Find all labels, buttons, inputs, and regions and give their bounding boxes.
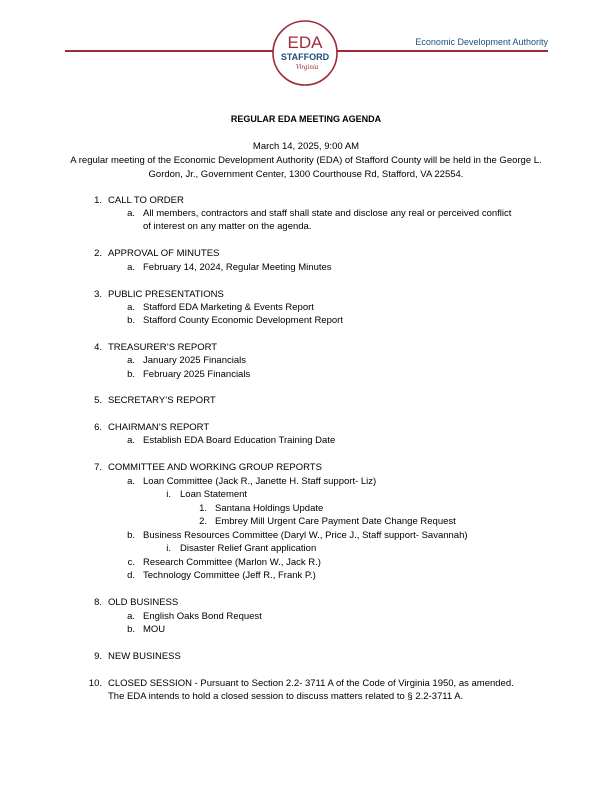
agenda-marker: 7. bbox=[94, 462, 102, 473]
logo-stafford-text: STAFFORD bbox=[280, 52, 330, 62]
org-name: Economic Development Authority bbox=[415, 37, 548, 47]
agenda-item-text: of interest on any matter on the agenda. bbox=[143, 221, 312, 232]
agenda-item-text: TREASURER’S REPORT bbox=[108, 342, 218, 353]
agenda-item-text: January 2025 Financials bbox=[143, 355, 246, 366]
eda-stafford-logo-icon bbox=[271, 19, 339, 87]
agenda-marker: 1. bbox=[94, 195, 102, 206]
logo-eda-text: EDA bbox=[287, 33, 323, 52]
meeting-date: March 14, 2025, 9:00 AM bbox=[252, 141, 360, 152]
agenda-item-text: CHAIRMAN’S REPORT bbox=[108, 422, 210, 433]
agenda-item-text: Loan Statement bbox=[180, 489, 248, 500]
agenda-item-text: Establish EDA Board Education Training Date bbox=[143, 435, 336, 446]
agenda-item-text: English Oaks Bond Request bbox=[143, 611, 262, 622]
header-rule-left bbox=[65, 50, 275, 52]
agenda-item-text: CALL TO ORDER bbox=[108, 195, 184, 206]
agenda-marker: 10. bbox=[88, 678, 102, 689]
agenda-marker: 2. bbox=[199, 516, 207, 527]
agenda-item-text: Research Committee (Marlon W., Jack R.) bbox=[143, 557, 321, 568]
agenda-marker: b. bbox=[127, 624, 135, 635]
agenda-marker: a. bbox=[127, 476, 135, 487]
agenda-item-text: All members, contractors and staff shall state and disclose any real or perceived conflict bbox=[143, 208, 512, 219]
agenda-marker: 9. bbox=[94, 651, 102, 662]
agenda-item-text: MOU bbox=[143, 624, 166, 635]
agenda-item-text: PUBLIC PRESENTATIONS bbox=[108, 289, 224, 300]
agenda-marker: 3. bbox=[94, 289, 102, 300]
meeting-intro: A regular meeting of the Economic Development Authority (EDA) of Stafford County will be held in the George L. Gordon, Jr., Government Center, 1300 Courthouse Rd, Stafford, VA 22554. bbox=[70, 155, 542, 180]
agenda-marker: d. bbox=[127, 570, 135, 581]
agenda-item-text: Stafford County Economic Development Report bbox=[143, 315, 343, 326]
agenda-item-text: Technology Committee (Jeff R., Frank P.) bbox=[143, 570, 316, 581]
agenda-marker: i. bbox=[166, 489, 171, 500]
agenda-marker: a. bbox=[127, 262, 135, 273]
agenda-item-text: OLD BUSINESS bbox=[108, 597, 179, 608]
agenda-marker: 6. bbox=[94, 422, 102, 433]
agenda-marker: b. bbox=[127, 315, 135, 326]
agenda-marker: a. bbox=[127, 611, 135, 622]
agenda-marker: b. bbox=[127, 530, 135, 541]
agenda-marker: 1. bbox=[199, 503, 207, 514]
agenda-item-text: NEW BUSINESS bbox=[108, 651, 181, 662]
agenda-item-text: The EDA intends to hold a closed session to discuss matters related to § 2.2-3711 A. bbox=[108, 691, 464, 702]
agenda-marker: 8. bbox=[94, 597, 102, 608]
agenda-item-text: Stafford EDA Marketing & Events Report bbox=[143, 302, 314, 313]
agenda-marker: i. bbox=[166, 543, 171, 554]
agenda-marker: a. bbox=[127, 355, 135, 366]
agenda-item-text: Loan Committee (Jack R., Janette H. Staff support- Liz) bbox=[143, 476, 377, 487]
agenda-marker: 4. bbox=[94, 342, 102, 353]
agenda-item-text: Embrey Mill Urgent Care Payment Date Change Request bbox=[215, 516, 456, 527]
agenda-item-text: February 2025 Financials bbox=[143, 369, 251, 380]
agenda-marker: b. bbox=[127, 369, 135, 380]
agenda-marker: a. bbox=[127, 302, 135, 313]
agenda-item-text: Disaster Relief Grant application bbox=[180, 543, 317, 554]
agenda-item-text: CLOSED SESSION - Pursuant to Section 2.2- 3711 A of the Code of Virginia 1950, as amended. bbox=[108, 678, 514, 689]
agenda-marker: a. bbox=[127, 208, 135, 219]
agenda-marker: 2. bbox=[94, 248, 102, 259]
agenda-item-text: February 14, 2024, Regular Meeting Minutes bbox=[143, 262, 332, 273]
document-title: REGULAR EDA MEETING AGENDA bbox=[230, 114, 382, 124]
agenda-marker: a. bbox=[127, 435, 135, 446]
letterhead bbox=[0, 0, 612, 90]
header-rule-right bbox=[335, 50, 548, 52]
agenda-item-text: APPROVAL OF MINUTES bbox=[108, 248, 220, 259]
logo-virginia-text: Virginia bbox=[295, 63, 319, 71]
agenda-item-text: COMMITTEE AND WORKING GROUP REPORTS bbox=[108, 462, 322, 473]
agenda-marker: 5. bbox=[94, 395, 102, 406]
agenda-item-text: Santana Holdings Update bbox=[215, 503, 324, 514]
agenda-item-text: Business Resources Committee (Daryl W., Price J., Staff support- Savannah) bbox=[143, 530, 468, 541]
agenda-item-text: SECRETARY’S REPORT bbox=[108, 395, 216, 406]
agenda-marker: c. bbox=[127, 557, 135, 568]
